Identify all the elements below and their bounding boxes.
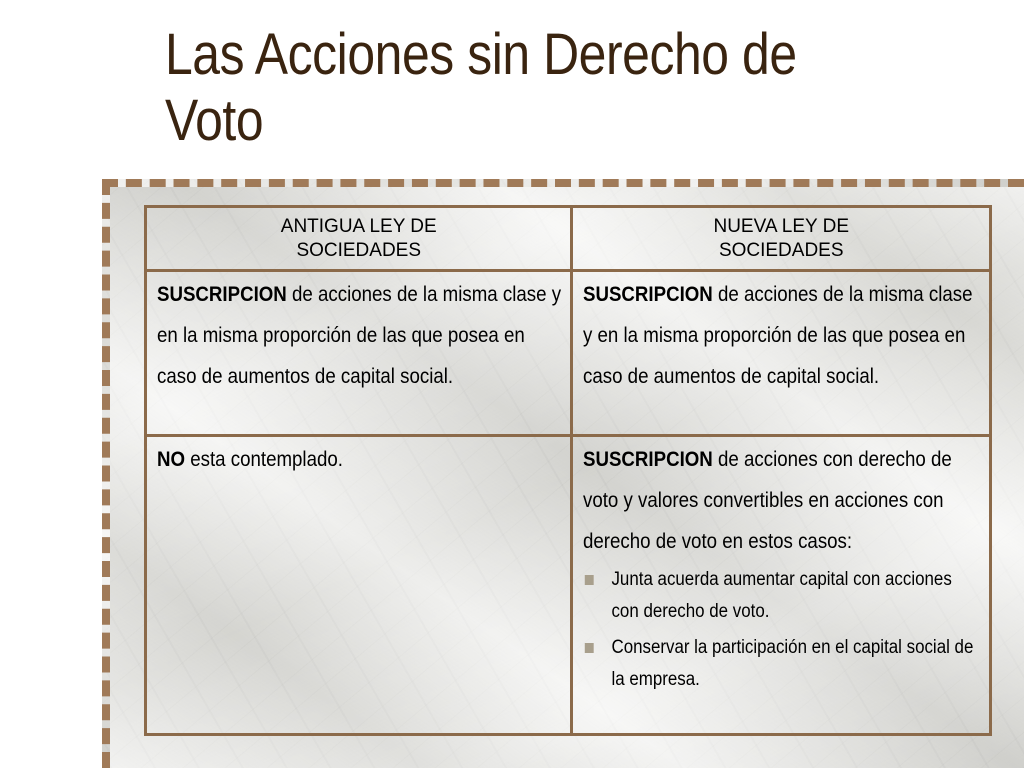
header-new-law-line2: SOCIEDADES: [718, 240, 844, 261]
table-row: [146, 436, 991, 735]
cell-text: de acciones de la misma clase y en la misma proporción de las que posea en caso de aumentos de capital social.: [157, 283, 562, 388]
list-item: [583, 632, 979, 696]
cell-text: de acciones con derecho de voto y valores convertibles en acciones con derecho de voto en estos casos:: [583, 448, 953, 553]
cell-keyword: SUSCRIPCION: [583, 448, 714, 471]
square-bullet-icon: [585, 643, 594, 653]
cell-text: esta contemplado.: [185, 448, 343, 471]
cell-old-subscription: [146, 271, 572, 436]
header-new-law: [572, 207, 991, 271]
header-old-law-line2: SOCIEDADES: [296, 240, 422, 261]
cell-keyword: NO: [157, 448, 186, 471]
comparison-table: [144, 205, 992, 736]
cell-keyword: SUSCRIPCION: [583, 283, 714, 306]
list-item: [583, 564, 979, 628]
list-item-text: Conservar la participación en el capital social de la empresa.: [611, 637, 974, 690]
table-header-row: [146, 207, 991, 271]
header-old-law: [146, 207, 572, 271]
cell-new-subscription: [572, 271, 991, 436]
slide-title: Las Acciones sin Derecho de Voto: [165, 22, 797, 153]
cell-new-voting-subscription: [572, 436, 991, 735]
header-old-law-line1: ANTIGUA LEY DE: [280, 216, 437, 237]
cell-text: de acciones de la misma clase y en la misma proporción de las que posea en caso de aumentos de capital social.: [583, 283, 973, 388]
bullet-list: [583, 564, 979, 696]
table-row: [146, 271, 991, 436]
cell-old-not-contemplated: [146, 436, 572, 735]
header-new-law-line1: NUEVA LEY DE: [713, 216, 849, 237]
list-item-text: Junta acuerda aumentar capital con acciones con derecho de voto.: [611, 569, 953, 622]
square-bullet-icon: [585, 575, 594, 585]
cell-keyword: SUSCRIPCION: [157, 283, 287, 306]
